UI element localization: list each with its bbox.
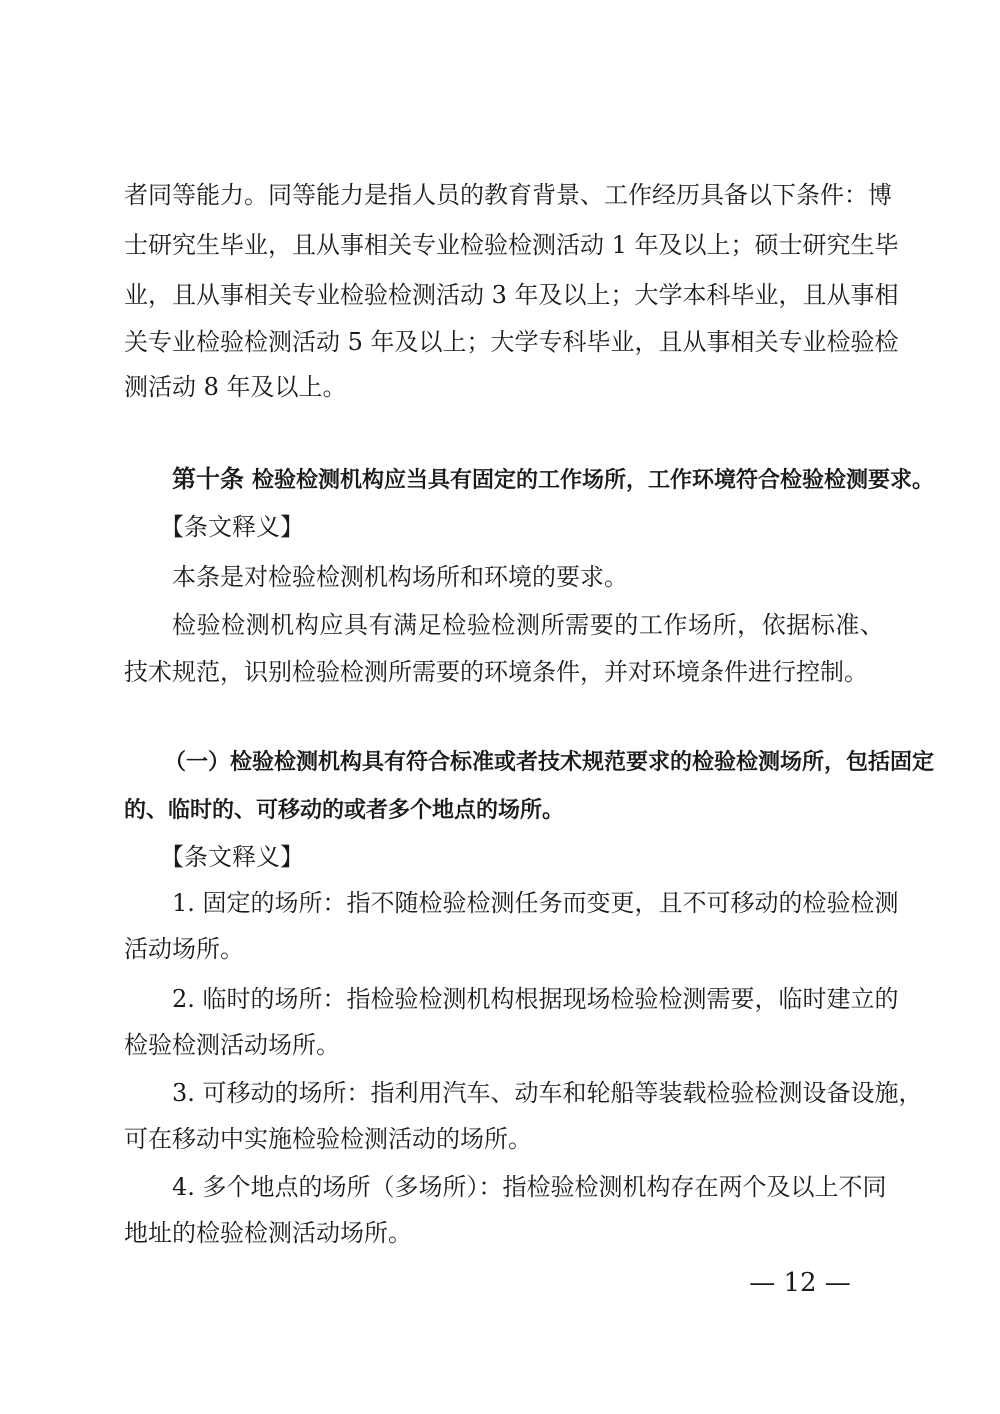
definition-line: 检验检测活动场所。 — [124, 1031, 340, 1059]
definition-line: 1. 固定的场所：指不随检验检测任务而变更，且不可移动的检验检测 — [172, 889, 899, 917]
page-number: — 12 — — [749, 1268, 851, 1298]
definition-line: 可在移动中实施检验检测活动的场所。 — [124, 1125, 532, 1153]
definition-line: 活动场所。 — [124, 935, 244, 963]
interpretation-label: 【条文释义】 — [160, 843, 304, 871]
article-label: 第十条 — [172, 465, 244, 493]
paragraph-line: 测活动 8 年及以上。 — [124, 373, 347, 401]
paragraph-line: 技术规范，识别检验检测所需要的环境条件，并对环境条件进行控制。 — [124, 658, 868, 686]
paragraph-line: 业，且从事相关专业检验检测活动 3 年及以上；大学本科毕业，且从事相 — [124, 281, 899, 309]
article-text: 检验检测机构应当具有固定的工作场所，工作环境符合检验检测要求。 — [252, 468, 935, 493]
paragraph-line: 本条是对检验检测机构场所和环境的要求。 — [172, 563, 628, 591]
definition-line: 3. 可移动的场所：指利用汽车、动车和轮船等装载检验检测设备设施， — [172, 1079, 923, 1107]
interpretation-label: 【条文释义】 — [160, 513, 304, 541]
paragraph-line: 关专业检验检测活动 5 年及以上；大学专科毕业，且从事相关专业检验检 — [124, 328, 899, 356]
item-heading-line: 的、临时的、可移动的或者多个地点的场所。 — [124, 798, 565, 823]
definition-line: 地址的检验检测活动场所。 — [124, 1219, 412, 1247]
item-heading-line: （一）检验检测机构具有符合标准或者技术规范要求的检验检测场所，包括固定 — [164, 750, 935, 775]
definition-line: 4. 多个地点的场所（多场所）：指检验检测机构存在两个及以上不同 — [172, 1173, 887, 1201]
paragraph-line: 士研究生毕业，且从事相关专业检验检测活动 1 年及以上；硕士研究生毕 — [124, 231, 899, 259]
paragraph-line: 者同等能力。同等能力是指人员的教育背景、工作经历具备以下条件：博 — [124, 181, 892, 209]
paragraph-line: 检验检测机构应具有满足检验检测所需要的工作场所，依据标准、 — [172, 611, 884, 639]
definition-line: 2. 临时的场所：指检验检测机构根据现场检验检测需要，临时建立的 — [172, 985, 899, 1013]
article-heading — [172, 462, 935, 498]
